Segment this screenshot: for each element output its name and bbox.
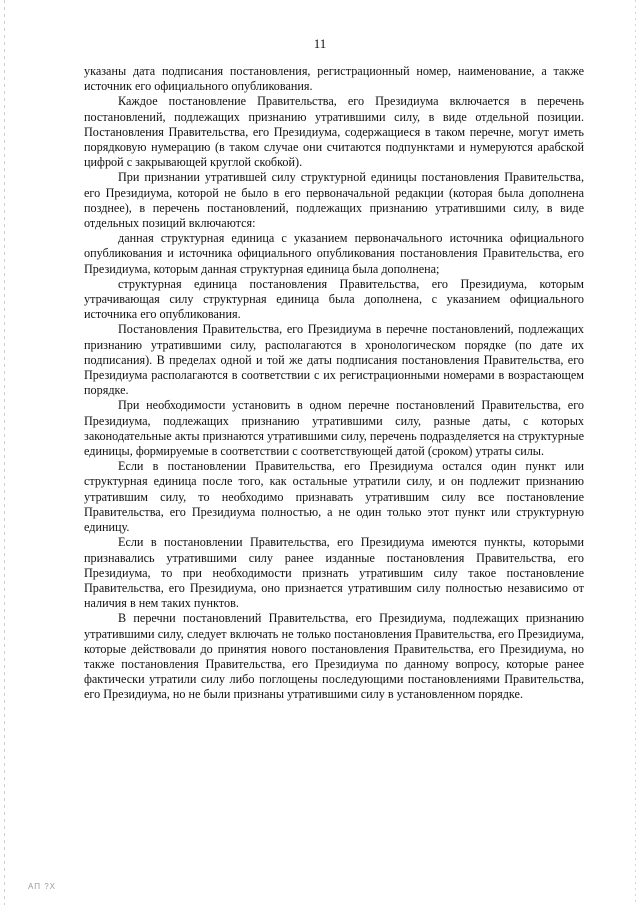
document-body (84, 64, 584, 703)
footer-mark: АП ?Х (28, 882, 57, 891)
paragraph-3: При признании утратившей силу структурной единицы постановления Правительства, его Президиума, которой не было в его первоначальной редакции (которая была дополнена позднее), в перечень постановлений, подлежащих признанию утратившими силу, в виде отдельных позиций включаются: (84, 170, 584, 231)
paragraph-9: Если в постановлении Правительства, его Президиума имеются пункты, которыми признавались утратившими силу ранее изданные постановления Правительства, его Президиума, то при необходимости признать утратившим силу такое постановление Правительства, его Президиума, оно признается утратившим силу полностью независимо от наличия в нем таких пунктов. (84, 535, 584, 611)
scan-edge-left (4, 0, 5, 905)
paragraph-7: При необходимости установить в одном перечне постановлений Правительства, его Президиума, подлежащих признанию утратившими силу, разные даты, с которых законодательные акты признаются утратившими силу, перечень подразделяется на структурные единицы, формируемые в соответствии с соответствующей датой (сроком) утраты силы. (84, 398, 584, 459)
paragraph-1: указаны дата подписания постановления, регистрационный номер, наименование, а также источник его официального опубликования. (84, 64, 584, 94)
scan-edge-right (635, 0, 636, 905)
paragraph-6: Постановления Правительства, его Президиума в перечне постановлений, подлежащих признанию утратившими силу, располагаются в хронологическом порядке (по дате их подписания). В пределах одной и той же даты подписания постановления Правительства, его Президиума располагаются в соответствии с их регистрационными номерами в возрастающем порядке. (84, 322, 584, 398)
paragraph-5: структурная единица постановления Правительства, его Президиума, которым утрачивающая силу структурная единица была дополнена, с указанием официального источника его опубликования. (84, 276, 584, 322)
paragraph-8: Если в постановлении Правительства, его Президиума остался один пункт или структурная единица после того, как остальные утратили силу, и он подлежит признанию утратившим силу, то необходимо признавать утратившим силу все постановление Правительства, его Президиума полностью, а не один только этот пункт или структурную единицу. (84, 459, 584, 535)
paragraph-2: Каждое постановление Правительства, его Президиума включается в перечень постановлений, подлежащих признанию утратившими силу, в виде отдельной позиции. Постановления Правительства, его Президиума, содержащиеся в таком перечне, могут иметь порядковую нумерацию (в таком случае они считаются подпунктами и нумеруются арабской цифрой с закрывающей круглой скобкой). (84, 94, 584, 170)
page-number: 11 (313, 36, 327, 51)
paragraph-10: В перечни постановлений Правительства, его Президиума, подлежащих признанию утратившими силу, следует включать не только постановления Правительства, его Президиума, которые действовали до принятия нового постановления Правительства, его Президиума, но также постановления Правительства, его Президиума по данному вопросу, которые ранее фактически утратили силу либо поглощены последующими постановлениями Правительства, его Президиума, но не были признаны утратившими силу в установленном порядке. (84, 611, 584, 702)
paragraph-4: данная структурная единица с указанием первоначального источника официального опубликования и источника официального опубликования постановления Правительства, его Президиума, которым данная структурная единица была дополнена; (84, 231, 584, 276)
